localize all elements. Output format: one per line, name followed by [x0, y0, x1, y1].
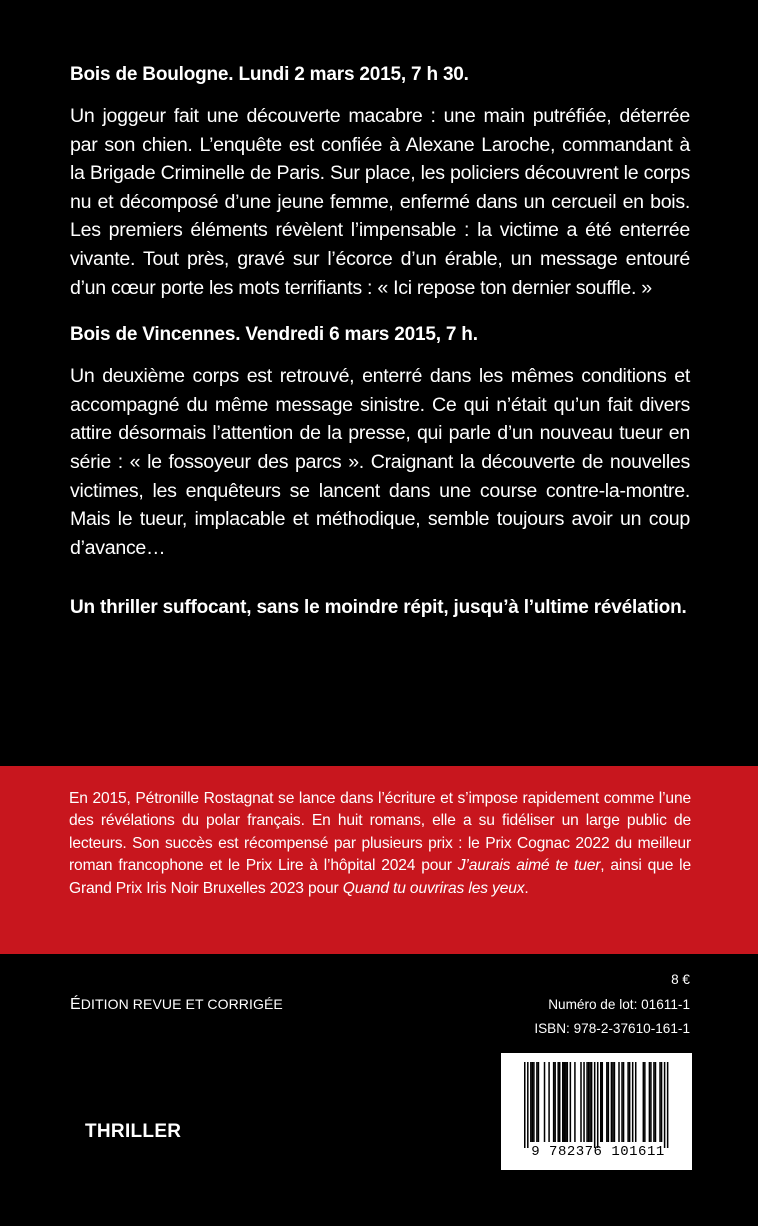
- bio-text-3: .: [524, 879, 529, 897]
- barcode-bar: [533, 1062, 535, 1142]
- tagline: Un thriller suffocant, sans le moindre répit, jusqu’à l’ultime révélation.: [70, 597, 687, 619]
- price: 8 €: [671, 972, 690, 987]
- barcode-bar: [600, 1062, 602, 1142]
- barcode-bar: [644, 1062, 646, 1142]
- barcode-bar: [606, 1062, 608, 1142]
- paragraph-vincennes: Un deuxième corps est retrouvé, enterré dans les mêmes conditions et accompagné du même message sinistre. Ce qui n’était qu’un fait divers attire désormais l’attention de la presse, qui parle d’un nouveau tueur en série : « le fossoyeur des parcs ». Craignant la découverte de nouvelles victimes, les enquêteurs se lancent dans une course contre-la-montre. Mais le tueur, implacable et méthodique, semble toujours avoir un coup d’avance…: [70, 365, 690, 559]
- barcode-bar: [574, 1062, 576, 1142]
- barcode-bar: [655, 1062, 657, 1142]
- bio-text-1: En 2015, Pétronille Rostagnat se lance dans l’écriture et s’impose rapidement comme l’une des révélations du polar français. En huit romans, elle a su fidéliser un large public de lecteurs. Son succès est récompensé par plusieurs prix : le Prix Cognac 2022 du meilleur roman francophone et le Prix Lire à l’hôpital 2024 pour: [69, 790, 691, 875]
- barcode-bar: [594, 1062, 596, 1148]
- barcode-bar: [611, 1062, 613, 1142]
- barcode-bar: [649, 1062, 651, 1142]
- barcode-bar: [614, 1062, 616, 1142]
- barcode-bar: [538, 1062, 540, 1142]
- barcode-bar: [527, 1062, 529, 1148]
- barcode-bar: [557, 1062, 559, 1142]
- barcode-bar: [627, 1062, 629, 1142]
- barcode-bar: [591, 1062, 593, 1142]
- barcode-bar: [536, 1062, 538, 1142]
- genre-label: THRILLER: [85, 1121, 182, 1142]
- barcode-bar: [659, 1062, 661, 1142]
- barcode-bar: [653, 1062, 655, 1142]
- lot-number: Numéro de lot: 01611-1: [548, 996, 690, 1012]
- barcode-bar: [565, 1062, 567, 1142]
- barcode-bar: [664, 1062, 666, 1148]
- barcode-bar: [553, 1062, 555, 1142]
- isbn: ISBN: 978-2-37610-161-1: [534, 1021, 690, 1037]
- barcode-bar: [532, 1062, 534, 1142]
- book-meta: [534, 968, 690, 1042]
- heading-bois-de-vincennes: Bois de Vincennes. Vendredi 6 mars 2015, 7 h.: [70, 324, 478, 346]
- edition-initial: É: [70, 996, 81, 1013]
- barcode-bar: [621, 1062, 623, 1142]
- barcode-bar: [580, 1062, 582, 1142]
- barcode-bar: [554, 1062, 556, 1142]
- barcode-bar: [629, 1062, 631, 1142]
- author-bio-band: [0, 766, 758, 954]
- barcode-bar: [612, 1062, 614, 1142]
- barcode-bar: [564, 1062, 566, 1142]
- barcode-bar: [643, 1062, 645, 1142]
- barcode-bar: [602, 1062, 604, 1142]
- barcode-bar: [608, 1062, 610, 1142]
- synopsis: [70, 62, 690, 622]
- barcode-bar: [632, 1062, 634, 1142]
- edition-label: [70, 996, 283, 1014]
- bio-book-title-1: J’aurais aimé te tuer: [457, 857, 601, 875]
- barcode-bar: [524, 1062, 526, 1148]
- barcode-bar: [583, 1062, 585, 1142]
- author-bio: [69, 788, 691, 900]
- barcode-digits: 9 782376 101611: [531, 1144, 665, 1160]
- barcode-bar: [530, 1062, 532, 1142]
- barcode-bar: [597, 1062, 599, 1148]
- barcode-bar: [588, 1062, 590, 1142]
- barcode-bar: [623, 1062, 625, 1142]
- barcode-bar: [635, 1062, 637, 1142]
- barcode-bar: [544, 1062, 546, 1142]
- barcode: [501, 1053, 692, 1170]
- barcode-bar: [562, 1062, 564, 1142]
- barcode-bar: [570, 1062, 572, 1142]
- barcode-bar: [559, 1062, 561, 1142]
- barcode-bar: [667, 1062, 669, 1148]
- bio-text-2: , ainsi que le Grand Prix Iris Noir Bruxelles 2023 pour: [69, 857, 691, 897]
- barcode-bar: [548, 1062, 550, 1142]
- barcode-bar: [589, 1062, 591, 1142]
- barcode-bar: [650, 1062, 652, 1142]
- heading-bois-de-boulogne: Bois de Boulogne. Lundi 2 mars 2015, 7 h 30.: [70, 64, 469, 85]
- barcode-bar: [618, 1062, 620, 1142]
- bio-book-title-2: Quand tu ouvriras les yeux: [342, 879, 525, 897]
- paragraph-boulogne: Un joggeur fait une découverte macabre : une main putréfiée, déterrée par son chien. L’enquête est confiée à Alexane Laroche, commandant à la Brigade Criminelle de Paris. Sur place, les policiers découvrent le corps nu et décomposé d’une jeune femme, enfermé dans un cercueil en bois. Les premiers éléments révèlent l’impensable : la victime a été enterrée vivante. Tout près, gravé sur l’écorce d’un érable, un message entouré d’un cœur porte les mots terrifiants : « Ici repose ton dernier souffle. »: [70, 105, 690, 299]
- barcode-bar: [567, 1062, 569, 1142]
- edition-rest: DITION REVUE ET CORRIGÉE: [80, 996, 283, 1012]
- barcode-bar: [586, 1062, 588, 1142]
- barcode-bar: [661, 1062, 663, 1142]
